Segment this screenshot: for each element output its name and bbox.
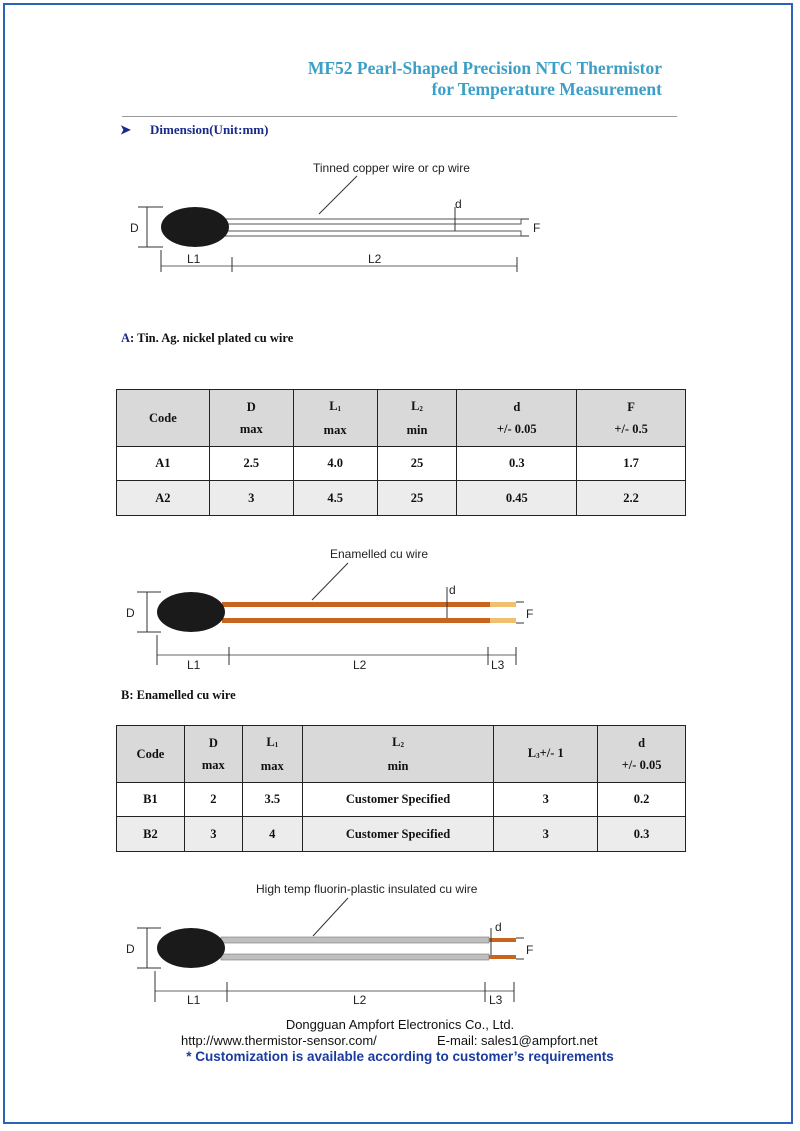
- header-cell: Code: [117, 390, 210, 447]
- wire-bottom-tip: [489, 955, 516, 959]
- thermistor-bead: [157, 592, 225, 632]
- wire-bottom: [223, 231, 521, 236]
- wire-label: High temp fluorin-plastic insulated cu wire: [256, 882, 478, 896]
- header-cell: D max: [209, 390, 293, 447]
- table-a: [116, 389, 686, 516]
- wire-label: Enamelled cu wire: [330, 547, 429, 561]
- dim-L3-label: L3: [491, 658, 505, 672]
- table-cell: 25: [377, 481, 457, 516]
- header-cell: L1 max: [293, 390, 377, 447]
- dim-L1-label: L1: [187, 658, 201, 672]
- document-header: [308, 58, 662, 100]
- table-cell: 2.5: [209, 447, 293, 481]
- dim-d-label: d: [449, 583, 456, 597]
- table-cell: 3: [494, 817, 598, 852]
- diagram-enamelled-wire: [125, 543, 555, 673]
- table-row: [117, 481, 686, 516]
- dim-L1-label: L1: [187, 252, 201, 266]
- table-cell: A1: [117, 447, 210, 481]
- wire-leader-line: [312, 563, 348, 600]
- wire-leader-line: [319, 176, 357, 214]
- table-cell: 4: [242, 817, 302, 852]
- table-cell: 25: [377, 447, 457, 481]
- dim-L2-label: L2: [368, 252, 382, 266]
- header-cell: L2 min: [302, 726, 494, 783]
- dim-D-label: D: [126, 942, 135, 956]
- wire-bottom: [221, 954, 489, 960]
- header-cell: d +/- 0.05: [598, 726, 686, 783]
- table-b: [116, 725, 686, 852]
- diagram-tinned-wire: [125, 155, 555, 275]
- footer-email-link[interactable]: E-mail: sales1@ampfort.net: [437, 1033, 598, 1048]
- header-title-line2: for Temperature Measurement: [431, 79, 662, 99]
- table-header-row: [117, 390, 686, 447]
- table-cell: 2: [184, 783, 242, 817]
- table-a-caption-text: : Tin. Ag. nickel plated cu wire: [130, 331, 294, 345]
- dim-d-label: d: [495, 920, 502, 934]
- table-cell: 0.45: [457, 481, 577, 516]
- section-heading-text: Dimension(Unit:mm): [150, 122, 269, 137]
- table-cell: B2: [117, 817, 185, 852]
- footer-customization-note: * Customization is available according to customer’s requirements: [186, 1049, 614, 1064]
- dim-D-label: D: [126, 606, 135, 620]
- table-cell: 3: [494, 783, 598, 817]
- diagram-fluorin-plastic-wire: [125, 878, 555, 1008]
- table-cell: Customer Specified: [302, 817, 494, 852]
- wire-leader-line: [313, 898, 348, 936]
- table-cell: 3.5: [242, 783, 302, 817]
- table-a-caption-lead: A: [121, 331, 131, 345]
- table-cell: 1.7: [577, 447, 686, 481]
- table-row: [117, 783, 686, 817]
- header-cell: L3+/- 1: [494, 726, 598, 783]
- wire-top-tip: [490, 602, 516, 607]
- table-cell: 0.3: [598, 817, 686, 852]
- wire-top-tip: [489, 938, 516, 942]
- table-a-caption: [121, 331, 293, 346]
- section-heading: [120, 122, 268, 138]
- table-cell: 3: [184, 817, 242, 852]
- dim-F-label: F: [533, 221, 541, 235]
- wire-bottom: [222, 618, 490, 623]
- table-cell: 2.2: [577, 481, 686, 516]
- dim-L2-label: L2: [353, 993, 367, 1007]
- header-cell: D max: [184, 726, 242, 783]
- dim-L2-label: L2: [353, 658, 367, 672]
- table-cell: Customer Specified: [302, 783, 494, 817]
- header-cell: d +/- 0.05: [457, 390, 577, 447]
- thermistor-bead: [161, 207, 229, 247]
- footer-website-link[interactable]: http://www.thermistor-sensor.com/: [181, 1033, 377, 1048]
- footer-company: Dongguan Ampfort Electronics Co., Ltd.: [285, 1017, 515, 1032]
- dim-L1-label: L1: [187, 993, 201, 1007]
- table-cell: A2: [117, 481, 210, 516]
- header-divider: [122, 116, 677, 117]
- table-cell: 3: [209, 481, 293, 516]
- table-row: [117, 447, 686, 481]
- header-cell: Code: [117, 726, 185, 783]
- table-cell: 0.2: [598, 783, 686, 817]
- wire-label: Tinned copper wire or cp wire: [313, 161, 470, 175]
- table-header-row: [117, 726, 686, 783]
- dim-D-label: D: [130, 221, 139, 235]
- wire-top: [223, 219, 521, 224]
- table-cell: B1: [117, 783, 185, 817]
- dim-F-label: F: [526, 607, 534, 621]
- table-cell: 4.0: [293, 447, 377, 481]
- dim-d-label: d: [455, 197, 462, 211]
- thermistor-bead: [157, 928, 225, 968]
- wire-bottom-tip: [490, 618, 516, 623]
- wire-top: [221, 937, 489, 943]
- arrow-bullet-icon: ➤: [120, 122, 131, 137]
- dim-L3-label: L3: [489, 993, 503, 1007]
- wire-top: [222, 602, 490, 607]
- table-row: [117, 817, 686, 852]
- dim-F-label: F: [526, 943, 534, 957]
- header-title-line1: MF52 Pearl-Shaped Precision NTC Thermistor: [307, 58, 662, 78]
- table-cell: 4.5: [293, 481, 377, 516]
- header-cell: F +/- 0.5: [577, 390, 686, 447]
- table-cell: 0.3: [457, 447, 577, 481]
- header-cell: L2 min: [377, 390, 457, 447]
- table-b-caption: B: Enamelled cu wire: [121, 688, 236, 702]
- header-cell: L1 max: [242, 726, 302, 783]
